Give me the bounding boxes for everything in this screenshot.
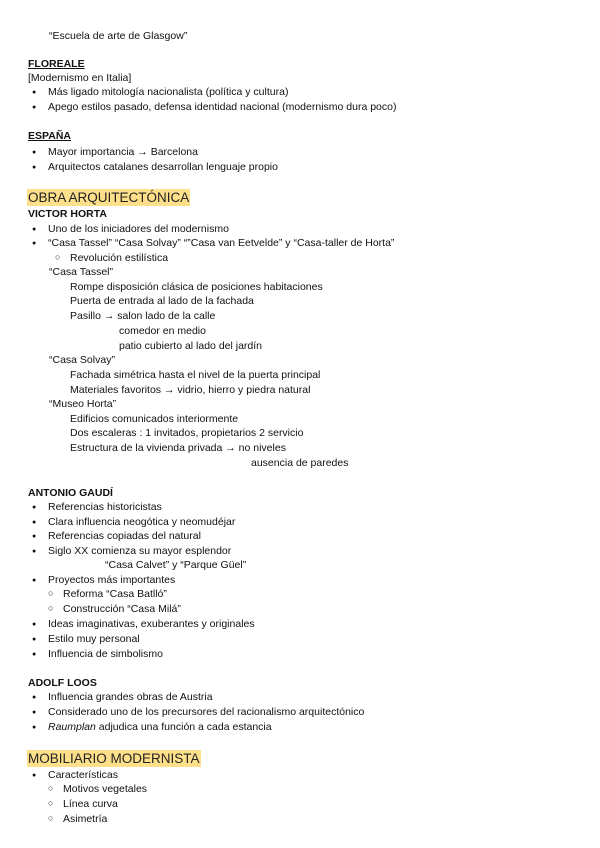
floreale-title: FLOREALE (28, 58, 85, 70)
gaudi-subitem: ○ Reforma “Casa Batlló” (63, 588, 167, 601)
gaudi-item: ● Proyectos más importantes (48, 574, 175, 587)
floreale-note: [Modernismo en Italia] (28, 72, 132, 84)
gaudi-item: ● Influencia de simbolismo (48, 648, 163, 661)
horta-line: “Casa Tassel” (49, 266, 113, 278)
espana-item: ● Arquitectos catalanes desarrollan lenguaje propio (48, 161, 278, 174)
gaudi-line: “Casa Calvet” y “Parque Güel” (105, 559, 247, 571)
gaudi-subitem: ○ Construcción “Casa Milá” (63, 603, 181, 616)
gaudi-item: ● Referencias copiadas del natural (48, 530, 201, 543)
loos-name: ADOLF LOOS (28, 677, 97, 689)
floreale-item: ● Más ligado mitología nacionalista (política y cultura) (48, 86, 288, 99)
espana-item: ● Mayor importancia → Barcelona (48, 146, 198, 159)
raumplan-term: Raumplan (48, 721, 96, 733)
horta-line: “Casa Solvay” (49, 354, 115, 366)
loos-item: ● Influencia grandes obras de Austria (48, 691, 213, 704)
horta-line: Fachada simétrica hasta el nivel de la puerta principal (70, 369, 321, 381)
mobiliario-item: ● Características (48, 769, 118, 782)
horta-line: “Museo Horta” (49, 398, 117, 410)
horta-line: Puerta de entrada al lado de la fachada (70, 295, 254, 307)
gaudi-name: ANTONIO GAUDÍ (28, 487, 113, 499)
mobiliario-subitem: ○ Línea curva (63, 798, 118, 811)
horta-item: ● “Casa Tassel” “Casa Solvay” “”Casa van Eetvelde” y “Casa-taller de Horta” (48, 237, 394, 250)
horta-name: VICTOR HORTA (28, 208, 107, 220)
mobiliario-subitem: ○ Motivos vegetales (63, 783, 147, 796)
gaudi-item: ● Siglo XX comienza su mayor esplendor (48, 545, 231, 558)
intro-line: “Escuela de arte de Glasgow” (49, 30, 188, 42)
horta-line: Rompe disposición clásica de posiciones habitaciones (70, 281, 323, 293)
loos-item (48, 721, 272, 734)
loos-item: ● Considerado uno de los precursores del racionalismo arquitectónico (48, 706, 364, 719)
floreale-item: ● Apego estilos pasado, defensa identidad nacional (modernismo dura poco) (48, 101, 396, 114)
horta-item: ● Uno de los iniciadores del modernismo (48, 223, 229, 236)
horta-line: Edificios comunicados interiormente (70, 413, 239, 425)
horta-line: Estructura de la vivienda privada → no niveles (70, 442, 286, 454)
loos-item-rest: adjudica una función a cada estancia (95, 721, 272, 733)
gaudi-item: ● Estilo muy personal (48, 633, 140, 646)
gaudi-item: ● Clara influencia neogótica y neomudéjar (48, 516, 235, 529)
horta-line: ausencia de paredes (251, 457, 349, 469)
mobiliario-heading: MOBILIARIO MODERNISTA (28, 751, 200, 766)
horta-line: Dos escaleras : 1 invitados, propietarios 2 servicio (70, 427, 304, 439)
mobiliario-subitem: ○ Asimetría (63, 813, 107, 826)
obra-heading: OBRA ARQUITECTÓNICA (28, 190, 190, 205)
horta-line: Materiales favoritos → vidrio, hierro y piedra natural (70, 384, 311, 396)
horta-subitem: ○ Revolución estilística (70, 252, 168, 265)
gaudi-item: ● Referencias historicistas (48, 501, 162, 514)
horta-line: Pasillo → salon lado de la calle (70, 310, 216, 322)
espana-title: ESPAÑA (28, 130, 71, 142)
horta-line: patio cubierto al lado del jardín (119, 340, 263, 352)
horta-line: comedor en medio (119, 325, 206, 337)
gaudi-item: ● Ideas imaginativas, exuberantes y originales (48, 618, 255, 631)
